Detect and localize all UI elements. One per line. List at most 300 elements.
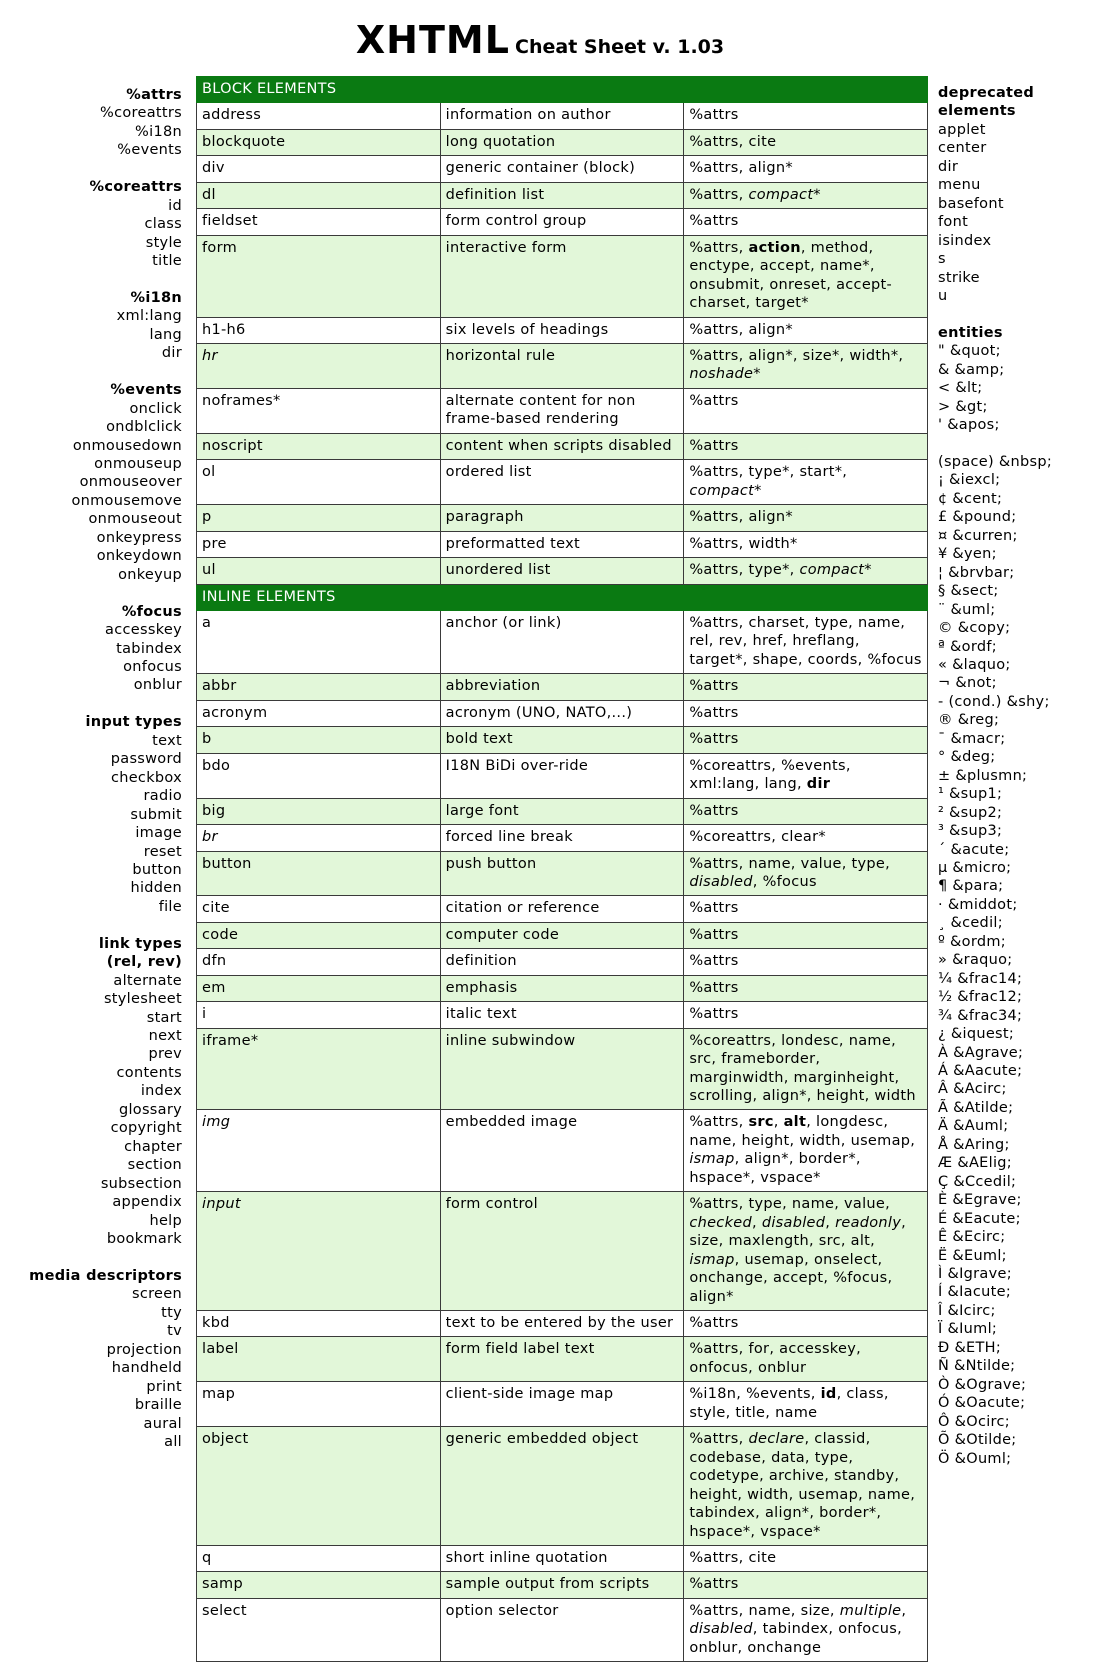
entity-item: ¾ &frac34; xyxy=(938,1007,1023,1024)
table-row xyxy=(197,896,928,922)
group-item: onkeyup xyxy=(118,566,182,583)
group-item: onclick xyxy=(129,400,182,417)
entity-item: ² &sup2; xyxy=(938,804,1003,821)
attribute-text: %attrs xyxy=(689,900,739,917)
element-description: horizontal rule xyxy=(440,343,684,388)
element-attributes xyxy=(684,505,928,531)
element-attributes xyxy=(684,1110,928,1192)
attribute-text: %attrs, type, name, value, xyxy=(689,1196,891,1213)
entity-item: < &lt; xyxy=(938,380,983,397)
deprecated-item: basefont xyxy=(938,195,1004,212)
table-row xyxy=(197,753,928,798)
element-name: noscript xyxy=(197,433,441,459)
entity-item: > &gt; xyxy=(938,398,988,415)
element-description: citation or reference xyxy=(440,896,684,922)
group-item: tabindex xyxy=(116,640,182,657)
entity-item: £ &pound; xyxy=(938,509,1017,526)
element-name: ul xyxy=(197,558,441,584)
group-item: section xyxy=(127,1157,182,1174)
entity-item: § &sect; xyxy=(938,583,999,600)
element-attributes xyxy=(684,1192,928,1311)
entity-item: « &laquo; xyxy=(938,657,1011,674)
element-description: generic embedded object xyxy=(440,1427,684,1546)
table-row xyxy=(197,156,928,182)
attribute-text: , longdesc, name, height, width, usemap, xyxy=(689,1114,916,1149)
attribute-text: %i18n, %events, xyxy=(689,1386,821,1403)
element-attributes xyxy=(684,531,928,557)
attribute-group xyxy=(0,289,182,363)
group-item: print xyxy=(146,1378,182,1395)
element-description: push button xyxy=(440,851,684,896)
entity-item: ¶ &para; xyxy=(938,878,1004,895)
element-attributes xyxy=(684,1572,928,1598)
attribute-text: declare xyxy=(748,1431,805,1448)
group-item: braille xyxy=(134,1397,182,1414)
attribute-text: %attrs xyxy=(689,1006,739,1023)
element-name: bdo xyxy=(197,753,441,798)
element-attributes xyxy=(684,798,928,824)
group-item: checkbox xyxy=(110,769,182,786)
entity-item: É &Eacute; xyxy=(938,1210,1021,1227)
element-attributes xyxy=(684,851,928,896)
element-attributes xyxy=(684,700,928,726)
attribute-text: ismap xyxy=(689,1251,735,1268)
entity-item: · &middot; xyxy=(938,896,1018,913)
entity-item: Î &Icirc; xyxy=(938,1302,996,1319)
table-row xyxy=(197,922,928,948)
group-item: image xyxy=(135,825,182,842)
element-attributes xyxy=(684,1382,928,1427)
group-item: ondblclick xyxy=(106,419,182,436)
attribute-text: , size, maxlength, src, alt, xyxy=(689,1214,907,1250)
section-title: BLOCK ELEMENTS xyxy=(197,77,928,103)
element-name: b xyxy=(197,727,441,753)
attribute-text: , usemap, onselect, onchange, accept, %focus, align* xyxy=(689,1251,893,1305)
attribute-text: compact* xyxy=(799,562,872,579)
group-item: xml:lang xyxy=(116,308,182,325)
group-item: password xyxy=(110,751,182,768)
table-row xyxy=(197,1002,928,1028)
element-name: em xyxy=(197,975,441,1001)
group-item: text xyxy=(152,732,182,749)
attribute-text: %attrs xyxy=(689,731,739,748)
element-description: client-side image map xyxy=(440,1382,684,1427)
entity-item: ° &deg; xyxy=(938,749,996,766)
attribute-text: %attrs xyxy=(689,213,739,230)
element-description: six levels of headings xyxy=(440,317,684,343)
table-row xyxy=(197,1110,928,1192)
deprecated-heading: elements xyxy=(938,103,1016,120)
entity-item: Â &Acirc; xyxy=(938,1081,1007,1098)
deprecated-item: s xyxy=(938,251,946,268)
attribute-text: disabled xyxy=(689,873,753,890)
deprecated-item: center xyxy=(938,140,987,157)
table-row xyxy=(197,674,928,700)
entity-item: Í &Iacute; xyxy=(938,1284,1012,1301)
attribute-group xyxy=(0,178,182,270)
attribute-group xyxy=(0,381,182,584)
attribute-text: , xyxy=(752,1214,762,1231)
element-attributes xyxy=(684,1598,928,1661)
element-name: abbr xyxy=(197,674,441,700)
entity-item: À &Agrave; xyxy=(938,1044,1024,1061)
element-description: short inline quotation xyxy=(440,1546,684,1572)
element-attributes xyxy=(684,1427,928,1546)
element-reference-table xyxy=(196,76,928,1662)
element-attributes xyxy=(684,1028,928,1110)
attribute-text: action xyxy=(748,239,801,256)
element-name: code xyxy=(197,922,441,948)
entity-item: ½ &frac12; xyxy=(938,989,1023,1006)
element-description: definition xyxy=(440,949,684,975)
element-attributes xyxy=(684,896,928,922)
table-row xyxy=(197,1546,928,1572)
element-name: iframe* xyxy=(197,1028,441,1110)
table-row xyxy=(197,388,928,433)
group-item: dir xyxy=(161,345,182,362)
attribute-text: disabled xyxy=(761,1214,826,1231)
element-attributes xyxy=(684,558,928,584)
group-item: %coreattrs xyxy=(100,105,182,122)
attribute-text: alt xyxy=(783,1114,807,1131)
group-item: prev xyxy=(148,1046,182,1063)
element-name: button xyxy=(197,851,441,896)
group-item: subsection xyxy=(100,1175,182,1192)
entity-item: ± &plusmn; xyxy=(938,767,1028,784)
attribute-text: %attrs xyxy=(689,979,739,996)
table-row xyxy=(197,505,928,531)
section-header-row xyxy=(197,77,928,103)
element-name: ol xyxy=(197,460,441,505)
element-name: select xyxy=(197,1598,441,1661)
title-main: XHTML xyxy=(355,18,510,62)
entity-item: µ &micro; xyxy=(938,860,1012,876)
element-attributes xyxy=(684,1311,928,1337)
group-item: onmousemove xyxy=(71,492,182,509)
element-description: paragraph xyxy=(440,505,684,531)
element-description: form control group xyxy=(440,209,684,235)
entity-item: º &ordm; xyxy=(938,933,1006,950)
entities-heading: entities xyxy=(938,324,1003,341)
element-description: emphasis xyxy=(440,975,684,1001)
attribute-text: %attrs xyxy=(689,1315,739,1332)
element-description: form field label text xyxy=(440,1337,684,1382)
element-description: anchor (or link) xyxy=(440,610,684,673)
group-item: onfocus xyxy=(123,658,182,675)
element-description: inline subwindow xyxy=(440,1028,684,1110)
element-name: object xyxy=(197,1427,441,1546)
attribute-text: %attrs, cite xyxy=(689,133,777,150)
element-name: div xyxy=(197,156,441,182)
deprecated-item: menu xyxy=(938,177,981,194)
entity-item: Ô &Ocirc; xyxy=(938,1413,1010,1430)
group-item: file xyxy=(158,898,182,915)
entity-item: Ð &ETH; xyxy=(938,1339,1002,1356)
attribute-text: %attrs, type*, xyxy=(689,562,800,579)
element-name: br xyxy=(197,825,441,851)
group-item: projection xyxy=(106,1341,182,1358)
group-item: hidden xyxy=(130,880,182,897)
group-item: aural xyxy=(143,1415,182,1432)
group-item: %events xyxy=(117,142,182,159)
group-heading: %coreattrs xyxy=(89,179,182,196)
group-heading: link types xyxy=(98,935,182,952)
attribute-text: %attrs, name, value, type, xyxy=(689,855,891,872)
attribute-text: %attrs, align* xyxy=(689,509,793,526)
attribute-text: , method, enctype, accept, name*, onsubmit, onreset, accept-charset, target* xyxy=(689,239,893,312)
attribute-text: %attrs, charset, type, name, rel, rev, href, hreflang, target*, shape, coords, %focus xyxy=(689,614,922,668)
element-name: fieldset xyxy=(197,209,441,235)
group-item: title xyxy=(152,253,182,270)
page-title xyxy=(0,18,1080,62)
attribute-text: %attrs, type*, start*, xyxy=(689,464,848,481)
group-item: index xyxy=(140,1083,182,1100)
element-attributes xyxy=(684,433,928,459)
element-description: form control xyxy=(440,1192,684,1311)
entity-item: ª &ordf; xyxy=(938,638,997,655)
element-attributes xyxy=(684,727,928,753)
table-row xyxy=(197,129,928,155)
group-item: start xyxy=(146,1009,182,1026)
group-item: copyright xyxy=(110,1120,182,1137)
element-name: p xyxy=(197,505,441,531)
entity-item: Æ &AElig; xyxy=(938,1155,1012,1172)
element-attributes xyxy=(684,975,928,1001)
entity-item: ¥ &yen; xyxy=(938,546,997,563)
entity-item: ¬ &not; xyxy=(938,675,997,692)
attribute-text: %coreattrs, londesc, name, src, frameborder, marginwidth, marginheight, scrolling, align*, height, width xyxy=(689,1032,916,1105)
table-row xyxy=(197,949,928,975)
entity-item: ' &apos; xyxy=(938,417,1000,434)
group-item: accesskey xyxy=(105,622,182,639)
attribute-text: multiple xyxy=(839,1602,902,1619)
table-row xyxy=(197,103,928,129)
table-row xyxy=(197,1028,928,1110)
entity-item: ¸ &cedil; xyxy=(938,915,1003,932)
attribute-group xyxy=(0,603,182,695)
element-name: img xyxy=(197,1110,441,1192)
element-name: cite xyxy=(197,896,441,922)
group-heading: input types xyxy=(85,714,182,731)
table-row xyxy=(197,209,928,235)
element-attributes xyxy=(684,343,928,388)
entity-item: È &Egrave; xyxy=(938,1192,1022,1209)
entity-item: Ò &Ograve; xyxy=(938,1376,1027,1393)
element-description: embedded image xyxy=(440,1110,684,1192)
element-description: interactive form xyxy=(440,235,684,317)
element-name: map xyxy=(197,1382,441,1427)
attribute-text: %attrs xyxy=(689,953,739,970)
group-item: handheld xyxy=(111,1360,182,1377)
table-row xyxy=(197,531,928,557)
deprecated-heading: deprecated xyxy=(938,85,1035,101)
element-attributes xyxy=(684,209,928,235)
attribute-group xyxy=(0,1267,182,1452)
attribute-text: %attrs, align*, size*, width*, xyxy=(689,347,904,364)
attribute-text: , class, style, title, name xyxy=(689,1386,889,1421)
table-row xyxy=(197,343,928,388)
deprecated-item: font xyxy=(938,214,969,231)
element-attributes xyxy=(684,1002,928,1028)
attribute-text: dir xyxy=(806,776,831,793)
entity-item: ¼ &frac14; xyxy=(938,970,1023,987)
title-sub: Cheat Sheet v. 1.03 xyxy=(515,36,725,58)
group-item: tv xyxy=(167,1323,182,1340)
attribute-text: %attrs xyxy=(689,1576,739,1593)
group-item: help xyxy=(149,1212,182,1229)
attribute-text: ismap xyxy=(689,1151,735,1168)
attribute-text: %attrs xyxy=(689,392,739,409)
group-item: stylesheet xyxy=(103,991,182,1008)
attribute-text: , %focus xyxy=(752,873,817,890)
attribute-text: %attrs, xyxy=(689,1431,749,1448)
attribute-group xyxy=(0,713,182,916)
attribute-group xyxy=(0,86,182,160)
entity-item: Ã &Atilde; xyxy=(938,1099,1014,1116)
entity-item: ´ &acute; xyxy=(938,841,1010,858)
entity-item: ³ &sup3; xyxy=(938,823,1003,840)
attribute-text: %attrs xyxy=(689,926,739,943)
entity-item: Ä &Auml; xyxy=(938,1118,1009,1135)
entity-item: © &copy; xyxy=(938,620,1011,637)
attribute-text: %attrs, xyxy=(689,1114,749,1131)
attribute-text: %coreattrs, clear* xyxy=(689,829,826,846)
element-description: unordered list xyxy=(440,558,684,584)
element-attributes xyxy=(684,388,928,433)
group-heading: %attrs xyxy=(126,87,182,103)
element-name: noframes* xyxy=(197,388,441,433)
table-row xyxy=(197,1337,928,1382)
table-row xyxy=(197,1572,928,1598)
deprecated-item: u xyxy=(938,287,948,304)
group-item: reset xyxy=(143,843,182,860)
element-name: input xyxy=(197,1192,441,1311)
element-name: blockquote xyxy=(197,129,441,155)
group-item: onkeypress xyxy=(96,529,182,546)
table-row xyxy=(197,798,928,824)
entity-item: ¦ &brvbar; xyxy=(938,564,1015,581)
table-row xyxy=(197,460,928,505)
element-name: dl xyxy=(197,182,441,208)
attribute-text: %attrs, for, accesskey, onfocus, onblur xyxy=(689,1341,861,1376)
element-description: generic container (block) xyxy=(440,156,684,182)
element-description: abbreviation xyxy=(440,674,684,700)
attribute-text: %attrs, xyxy=(689,239,749,256)
attribute-text: disabled xyxy=(689,1621,753,1638)
entity-item: ¿ &iquest; xyxy=(938,1026,1015,1043)
table-row xyxy=(197,235,928,317)
group-item: id xyxy=(168,197,182,214)
entity-item: & &amp; xyxy=(938,361,1005,378)
group-item: contents xyxy=(116,1064,182,1081)
table-row xyxy=(197,433,928,459)
element-description: sample output from scripts xyxy=(440,1572,684,1598)
entity-item: Å &Aring; xyxy=(938,1136,1010,1153)
element-name: a xyxy=(197,610,441,673)
attribute-text: id xyxy=(820,1386,837,1403)
attribute-text: src xyxy=(748,1114,774,1131)
entity-item: Õ &Otilde; xyxy=(938,1432,1017,1449)
attribute-text: %attrs, width* xyxy=(689,535,798,552)
table-row xyxy=(197,317,928,343)
group-item: bookmark xyxy=(106,1231,182,1247)
element-attributes xyxy=(684,674,928,700)
attribute-text: , xyxy=(773,1114,784,1131)
group-heading: (rel, rev) xyxy=(106,954,182,971)
group-item: glossary xyxy=(118,1101,182,1118)
attribute-text: %attrs, cite xyxy=(689,1550,777,1566)
attribute-text: , classid, codebase, data, type, codetype, archive, standby, height, width, usemap, name, tabindex, align*, border*, hspace*, vspace* xyxy=(689,1431,916,1540)
table-row xyxy=(197,1598,928,1661)
group-item: next xyxy=(148,1028,182,1045)
element-name: hr xyxy=(197,343,441,388)
group-item: screen xyxy=(131,1286,182,1303)
table-row xyxy=(197,700,928,726)
entity-item: (space) &nbsp; xyxy=(938,454,1053,471)
entity-item: " &quot; xyxy=(938,343,1001,360)
attribute-group xyxy=(0,935,182,1249)
element-name: address xyxy=(197,103,441,129)
group-item: submit xyxy=(130,806,182,823)
element-attributes xyxy=(684,235,928,317)
entity-item: ¢ &cent; xyxy=(938,490,1003,507)
entity-item: Ï &Iuml; xyxy=(938,1321,998,1338)
group-heading: %i18n xyxy=(130,289,182,306)
element-attributes xyxy=(684,922,928,948)
element-description: content when scripts disabled xyxy=(440,433,684,459)
table-row xyxy=(197,975,928,1001)
group-item: onblur xyxy=(133,677,182,694)
element-name: q xyxy=(197,1546,441,1572)
element-name: h1-h6 xyxy=(197,317,441,343)
element-description: option selector xyxy=(440,1598,684,1661)
table-row xyxy=(197,610,928,673)
table-row xyxy=(197,727,928,753)
group-item: class xyxy=(144,216,182,233)
attribute-text: %attrs, name, size, xyxy=(689,1602,840,1619)
table-row xyxy=(197,182,928,208)
element-name: pre xyxy=(197,531,441,557)
element-description: long quotation xyxy=(440,129,684,155)
element-name: form xyxy=(197,235,441,317)
group-item: style xyxy=(145,234,182,251)
entity-item: - (cond.) &shy; xyxy=(938,693,1050,710)
group-item: appendix xyxy=(112,1194,182,1211)
attribute-text: , align*, border*, hspace*, vspace* xyxy=(689,1151,861,1186)
attribute-text: , xyxy=(901,1602,907,1619)
element-description: I18N BiDi over-ride xyxy=(440,753,684,798)
deprecated-item: isindex xyxy=(938,232,992,249)
group-item: onmousedown xyxy=(72,437,182,454)
entity-item: ¹ &sup1; xyxy=(938,786,1003,803)
group-item: onmouseout xyxy=(88,511,182,528)
attribute-text: compact* xyxy=(748,186,821,203)
entity-item: Ì &Igrave; xyxy=(938,1265,1012,1282)
element-attributes xyxy=(684,129,928,155)
entity-item: ¡ &iexcl; xyxy=(938,472,1001,489)
element-description: bold text xyxy=(440,727,684,753)
attribute-text: noshade* xyxy=(689,366,761,383)
attribute-text: , xyxy=(825,1214,836,1231)
attribute-text: %attrs, align* xyxy=(689,160,793,177)
group-item: lang xyxy=(149,326,182,343)
element-description: forced line break xyxy=(440,825,684,851)
element-name: label xyxy=(197,1337,441,1382)
element-attributes xyxy=(684,182,928,208)
left-reference-column xyxy=(0,86,182,1470)
entity-item: » &raquo; xyxy=(938,952,1013,969)
attribute-text: readonly xyxy=(835,1214,902,1231)
